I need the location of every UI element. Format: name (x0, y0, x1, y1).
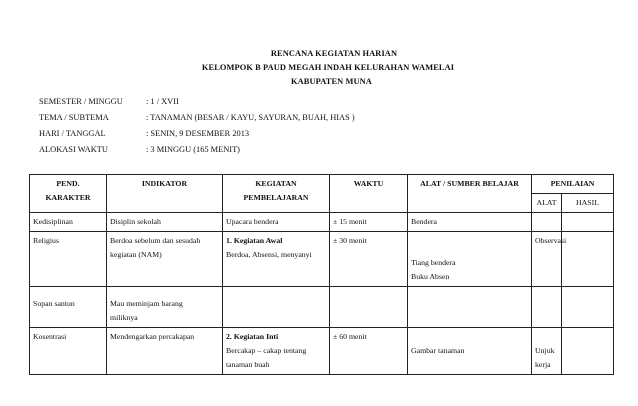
doc-subtitle-region: KABUPATEN MUNA (291, 77, 372, 86)
header-pend-karakter: PEND. KARAKTER (30, 175, 107, 213)
header-kegiatan: KEGIATAN PEMBELAJARAN (223, 175, 330, 213)
info-label: HARI / TANGGAL (39, 129, 106, 138)
cell-kegiatan (223, 287, 330, 328)
cell-hasil (562, 328, 614, 375)
info-value: : 1 / XVII (146, 97, 179, 106)
table-header-row (30, 175, 614, 194)
info-row-tema (39, 113, 355, 129)
activity-table (29, 174, 614, 375)
cell-pend: Sopan santun (30, 287, 107, 328)
header-alat: ALAT (532, 194, 562, 213)
cell-waktu: ± 15 menit (330, 213, 408, 232)
cell-hasil (562, 232, 614, 287)
info-block (39, 97, 355, 161)
cell-alat: Observasi (532, 232, 562, 287)
cell-kegiatan: 2. Kegiatan Inti Bercakap – cakap tentang tanaman buah (223, 328, 330, 375)
header-penilaian: PENILAIAN (532, 175, 614, 194)
cell-pend: Kosentrasi (30, 328, 107, 375)
cell-alat (532, 287, 562, 328)
cell-alat: Unjuk kerja (532, 328, 562, 375)
cell-indikator: Disiplin sekolah (107, 213, 223, 232)
cell-hasil (562, 287, 614, 328)
header-hasil: HASIL (562, 194, 614, 213)
info-value: : 3 MINGGU (165 MENIT) (146, 145, 240, 154)
table-row (30, 328, 614, 375)
cell-pend: Religius (30, 232, 107, 287)
table-row (30, 213, 614, 232)
cell-waktu (330, 287, 408, 328)
info-label: TEMA / SUBTEMA (39, 113, 109, 122)
cell-waktu: ± 60 menit (330, 328, 408, 375)
doc-title: RENCANA KEGIATAN HARIAN (270, 49, 398, 58)
cell-alat-sumber (408, 287, 532, 328)
cell-pend: Kedisiplinan (30, 213, 107, 232)
cell-indikator: Berdoa sebelum dan sesudah kegiatan (NAM) (107, 232, 223, 287)
info-row-semester (39, 97, 355, 113)
cell-indikator: Mendengarkan percakapan (107, 328, 223, 375)
cell-waktu: ± 30 menit (330, 232, 408, 287)
table-row (30, 287, 614, 328)
info-value: : TANAMAN (BESAR / KAYU, SAYURAN, BUAH, HIAS ) (146, 113, 355, 122)
cell-alat-sumber: Tiang bendera Buku Absen (408, 232, 532, 287)
info-value: : SENIN, 9 DESEMBER 2013 (146, 129, 250, 138)
info-label: SEMESTER / MINGGU (39, 97, 123, 106)
header-indikator: INDIKATOR (107, 175, 223, 213)
cell-kegiatan: Upacara bendera (223, 213, 330, 232)
header-waktu: WAKTU (330, 175, 408, 213)
info-label: ALOKASI WAKTU (39, 145, 108, 154)
cell-hasil (562, 213, 614, 232)
header-alat-sumber: ALAT / SUMBER BELAJAR (408, 175, 532, 213)
cell-kegiatan: 1. Kegiatan Awal Berdoa, Absensi, menyanyi (223, 232, 330, 287)
document-header (0, 47, 638, 89)
cell-alat-sumber: Bendera (408, 213, 532, 232)
table-row (30, 232, 614, 287)
doc-subtitle-group: KELOMPOK B PAUD MEGAH INDAH KELURAHAN WAMELAI (201, 63, 455, 72)
info-row-alokasi (39, 145, 355, 161)
cell-alat-sumber: Gambar tanaman (408, 328, 532, 375)
cell-alat (532, 213, 562, 232)
info-row-hari (39, 129, 355, 145)
cell-indikator: Mau meminjam barang miliknya (107, 287, 223, 328)
